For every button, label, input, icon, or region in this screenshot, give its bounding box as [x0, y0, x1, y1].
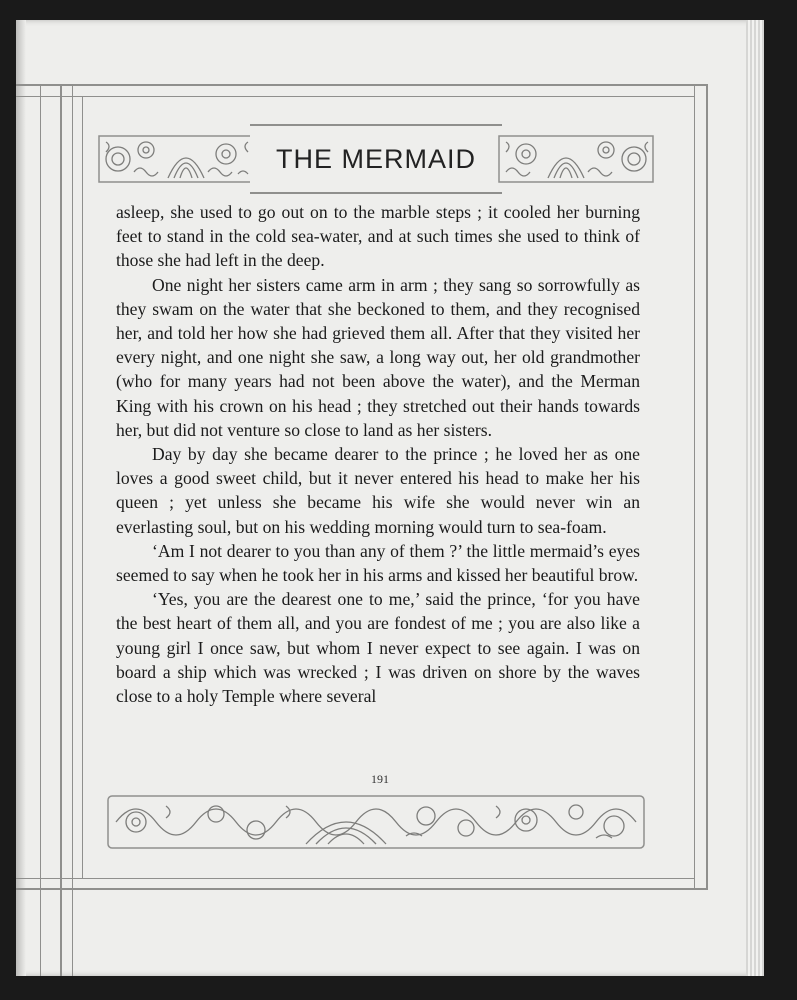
frame-rule-left-3 — [72, 84, 73, 976]
paragraph: asleep, she used to go out on to the marble steps ; it cooled her burning feet to stand in the cold sea-water, and at such times she used to think of those she had left in the deep. — [116, 202, 640, 271]
frame-rule-bottom-outer — [16, 888, 706, 890]
paragraph: Day by day she became dearer to the prince ; he loved her as one loves a good sweet child, but it never entered his head to make her his queen ; yet unless she became his wife she would never win an everlasting soul, but on his wedding morning would turn to sea-foam. — [116, 444, 640, 537]
paragraph: One night her sisters came arm in arm ; they sang so sorrowfully as they swam on the water that she beckoned to them, and they recognised her, and told her how she had grieved them all. After that they visited her every night, and one night she saw, a long way out, her old grandmother (who for many years had not been above the water), and the Merman King with his crown on his head ; they stretched out their hands towards her, but did not venture so close to land as her sisters. — [116, 274, 640, 440]
frame-rule-left-2 — [60, 84, 62, 976]
header-right-ornament-icon — [498, 124, 654, 194]
paragraph: ‘Am I not dearer to you than any of them ?’ the little mermaid’s eyes seemed to say when he took her in his arms and kissed her beautiful brow. — [116, 540, 640, 586]
frame-rule-right-outer — [706, 84, 708, 890]
running-head — [98, 124, 654, 194]
header-left-ornament-icon — [98, 124, 254, 194]
footer-ornament-icon — [106, 790, 646, 854]
frame-rule-box-left — [82, 96, 83, 879]
frame-rule-top-outer — [16, 84, 706, 86]
page-gutter — [16, 20, 26, 976]
body-text — [116, 200, 640, 708]
page-number: 191 — [371, 772, 389, 786]
page-edge — [746, 20, 764, 976]
running-head-title: THE MERMAID — [276, 143, 476, 174]
running-head-box — [250, 124, 502, 194]
frame-rule-left-1 — [40, 84, 41, 976]
frame-rule-top-inner — [16, 96, 694, 97]
frame-rule-right-inner — [694, 84, 695, 890]
frame-rule-bottom-inner — [16, 878, 694, 879]
paragraph: ‘Yes, you are the dearest one to me,’ said the prince, ‘for you have the best heart of them all, and you are fondest of me ; you are also like a young girl I once saw, but whom I never expect to see again. I was on board a ship which was wrecked ; I was driven on shore by the waves close to a holy Temple where several — [116, 589, 640, 707]
